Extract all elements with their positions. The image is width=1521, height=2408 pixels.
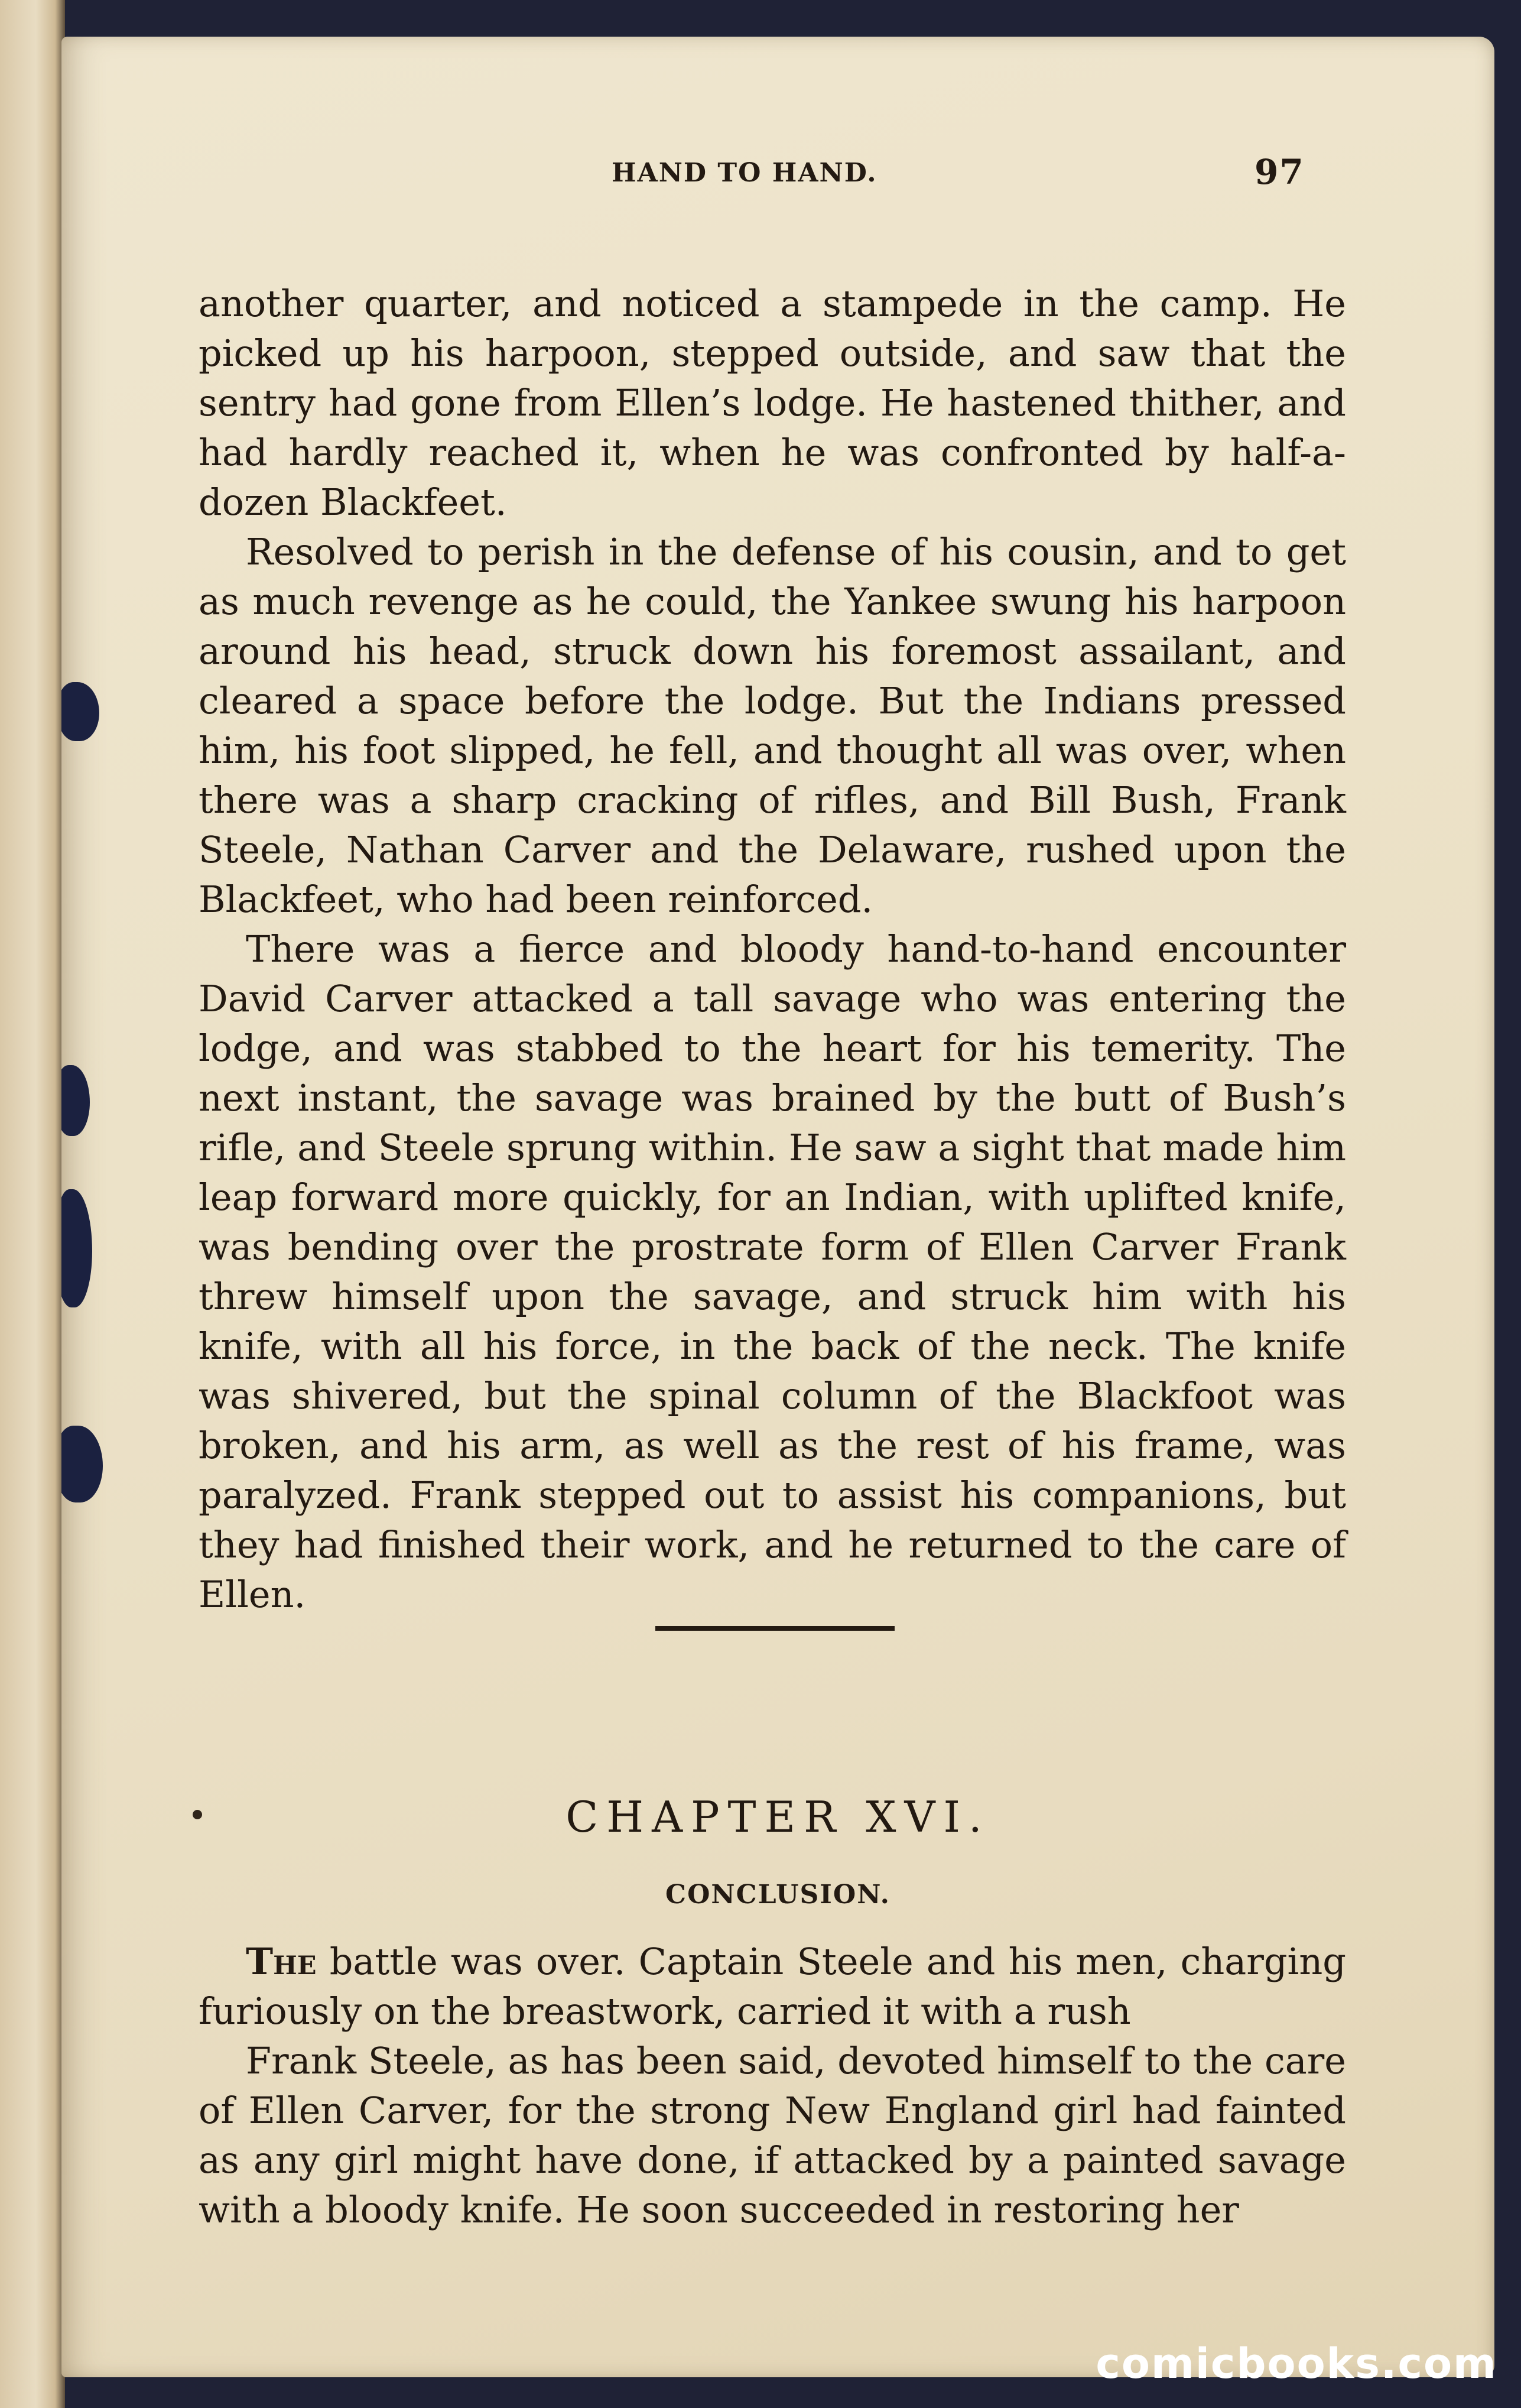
chapter-subtitle: CONCLUSION. [665,1880,890,1910]
drop-word: The [246,1940,317,1983]
book-page [61,37,1494,2377]
paragraph: There was a fierce and bloody hand-to-hand encounter David Carver attacked a tall savage who was entering the lodge, and was stabbed to the heart for his temerity. The next instant, the savage was brained by the butt of Bush’s rifle, and Steele sprung within. He saw a sight that made him leap forward more quickly, for an Indian, with uplifted knife, was bending over the prostrate form of Ellen Carver Frank threw himself upon the savage, and struck him with his knife, with all his force, in the back of the neck. The knife was shivered, but the spinal column of the Blackfoot was broken, and his arm, as well as the rest of his frame, was paralyzed. Frank stepped out to assist his companions, but they had finished their work, and he returned to the care of Ellen. [199,927,1346,1616]
paragraph: Resolved to perish in the defense of his cousin, and to get as much revenge as he could, the Yankee swung his harpoon around his head, struck down his foremost assailant, and cleared a space before the lodge. But the Indians pressed him, his foot slipped, he fell, and thought all was over, when there was a sharp cracking of rifles, and Bill Bush, Frank Steele, Nathan Carver and the Delaware, rushed upon the Blackfeet, who had been reinforced. [199,530,1346,921]
paragraph: Frank Steele, as has been said, devoted himself to the care of Ellen Carver, for the strong New England girl had fainted as any girl might have done, if attacked by a painted savage with a bloody knife. He soon succeeded in restoring her [199,2039,1346,2231]
running-head-title: HAND TO HAND. [612,158,878,188]
body-text-bottom [199,1937,1346,2235]
paragraph: another quarter, and noticed a stampede in the camp. He picked up his harpoon, stepped outside, and saw that the sentry had gone from Ellen’s lodge. He hastened thither, and had hardly reached it, when he was confronted by half-a-dozen Blackfeet. [199,282,1346,524]
section-divider [655,1626,895,1631]
ink-stain [61,1065,90,1136]
chapter-title: CHAPTER XVI. [566,1792,990,1842]
ink-stain [61,1426,103,1502]
page-number: 97 [1254,152,1305,192]
body-text-top [199,279,1346,1620]
paragraph [199,1937,1346,2036]
ink-stain [61,682,99,741]
watermark: comicbooks.com [1096,2339,1497,2388]
adjacent-page-edge [0,0,65,2408]
paragraph-rest: battle was over. Captain Steele and his men, charging furiously on the breastwork, carried it with a rush [199,1940,1346,2033]
ink-stain [61,1189,92,1307]
